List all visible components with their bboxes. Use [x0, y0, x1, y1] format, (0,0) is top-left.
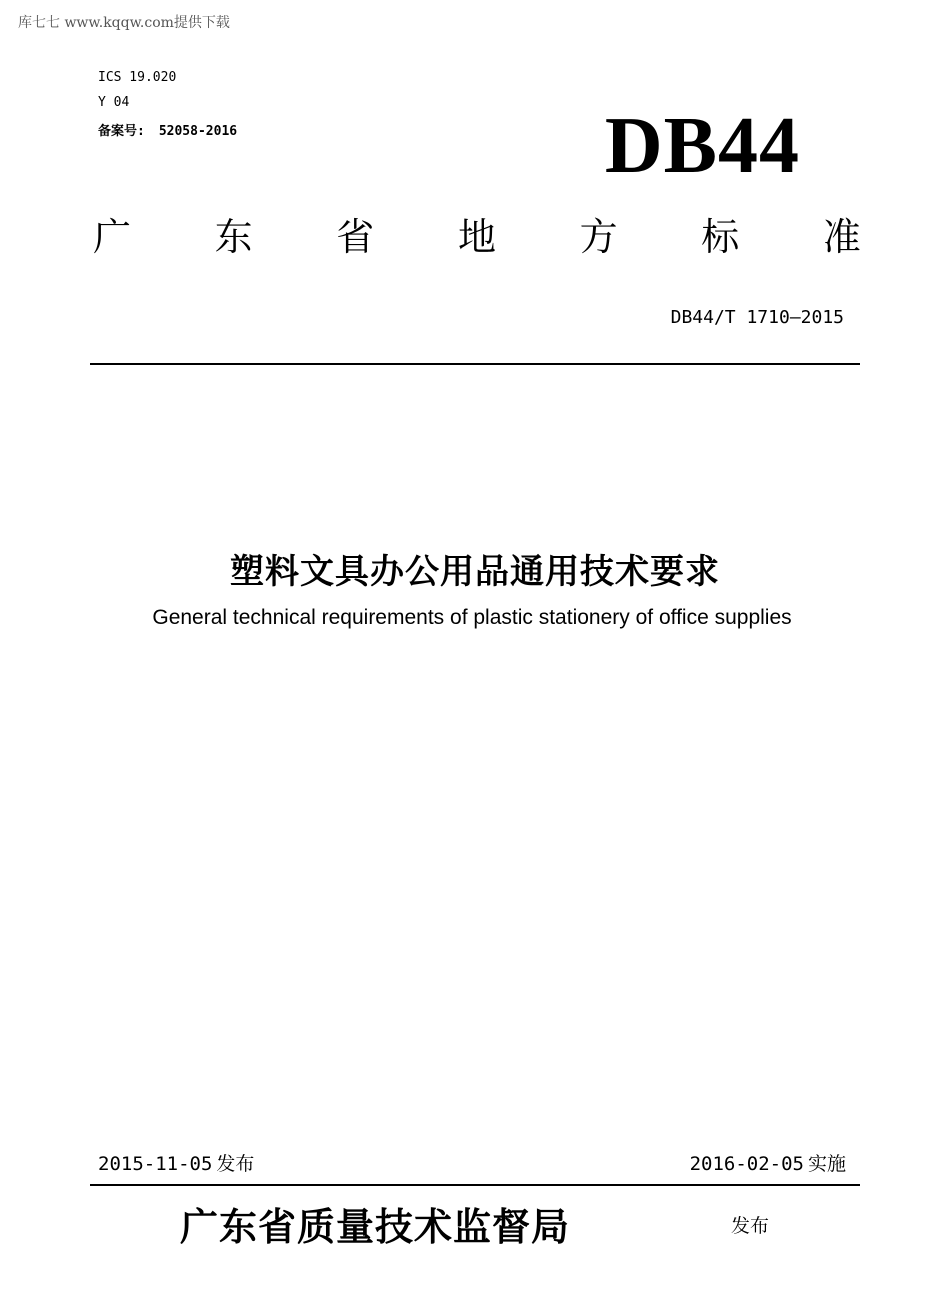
record-value: 52058-2016 [158, 124, 238, 139]
document-title-chinese: 塑料文具办公用品通用技术要求 [230, 552, 720, 592]
classification-code: Y 04 [98, 95, 130, 110]
document-title-english: General technical requirements of plastic stationery of office supplies [152, 606, 792, 629]
standard-number: DB44/T 1710—2015 [670, 307, 844, 328]
standard-type-char: 省 [336, 215, 375, 259]
standard-type-char: 准 [822, 215, 861, 259]
standard-type-heading [92, 215, 862, 259]
implementation-date-value: 2016-02-05 [689, 1153, 804, 1175]
record-number [98, 120, 237, 139]
bottom-divider [90, 1184, 860, 1186]
standard-type-char: 地 [457, 215, 496, 259]
ics-code: ICS 19.020 [98, 70, 177, 85]
implementation-date [690, 1149, 846, 1176]
issue-date-label: 发布 [216, 1153, 255, 1175]
standard-type-char: 广 [92, 215, 131, 259]
top-divider [90, 363, 860, 365]
issuing-authority: 广东省质量技术监督局 [180, 1204, 571, 1249]
db44-logo: DB44 [604, 102, 800, 190]
issuing-authority-suffix: 发布 [731, 1215, 770, 1237]
watermark-text: 库七七 www.kqqw.com提供下载 [18, 15, 230, 31]
record-label: 备案号: [98, 124, 145, 139]
standard-type-char: 东 [214, 215, 253, 259]
issue-date [98, 1149, 254, 1176]
standard-type-char: 标 [701, 215, 740, 259]
issue-date-value: 2015-11-05 [98, 1153, 213, 1175]
implementation-date-label: 实施 [807, 1153, 846, 1175]
standard-type-char: 方 [579, 215, 618, 259]
